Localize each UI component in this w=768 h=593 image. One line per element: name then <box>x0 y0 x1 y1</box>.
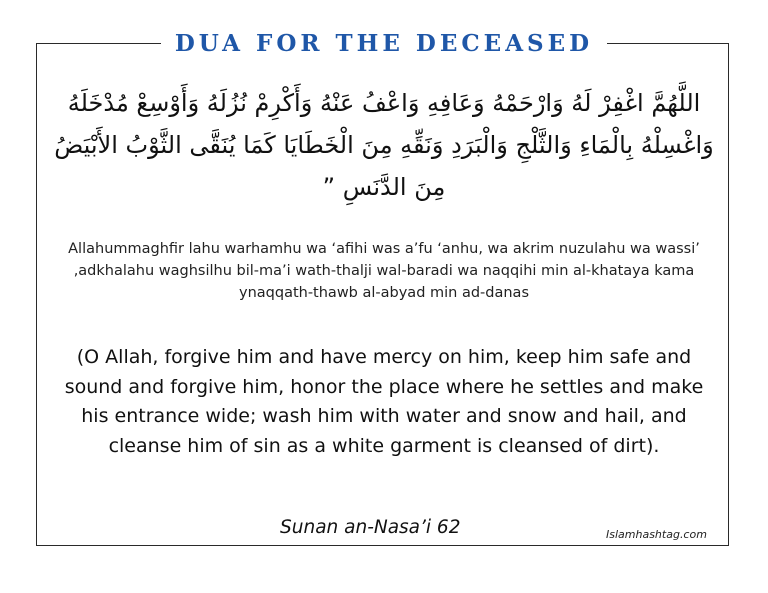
title-container <box>0 30 768 57</box>
hadith-source: Sunan an-Nasa’i 62 <box>280 517 461 538</box>
website-credit: Islamhashtag.com <box>606 528 707 541</box>
translation-text: (O Allah, forgive him and have mercy on him, keep him safe and sound and forgive him, honor the place where he settles and make his entrance wide; wash him with water and snow and hail, and cleanse him of sin as a white garment is cleansed of dirt). <box>64 346 704 457</box>
arabic-dua-text: اللَّهُمَّ اغْفِرْ لَهُ وَارْحَمْهُ وَعَافِهِ وَاعْفُ عَنْهُ وَأَكْرِمْ نُزُلَهُ وَأَوْسِعْ مُدْخَلَهُ وَاغْسِلْهُ بِالْمَاءِ وَالثَّلْجِ وَالْبَرَدِ وَنَقِّهِ مِنَ الْخَطَايَا كَمَا يُنَقَّى الثَّوْبُ الأَبْيَضُ مِنَ الدَّنَسِ ” <box>54 89 714 201</box>
transliteration-text: Allahummaghfir lahu warhamhu wa ‘afihi was a’fu ‘anhu, wa akrim nuzulahu wa wassi’ ,adkhalahu waghsilhu bil-ma’i wath-thalji wal-baradi wa naqqihi min al-khataya kama ynaqqath-thawb al-abyad min ad-danas <box>68 241 700 301</box>
page-title: DUA FOR THE DECEASED <box>161 30 607 57</box>
